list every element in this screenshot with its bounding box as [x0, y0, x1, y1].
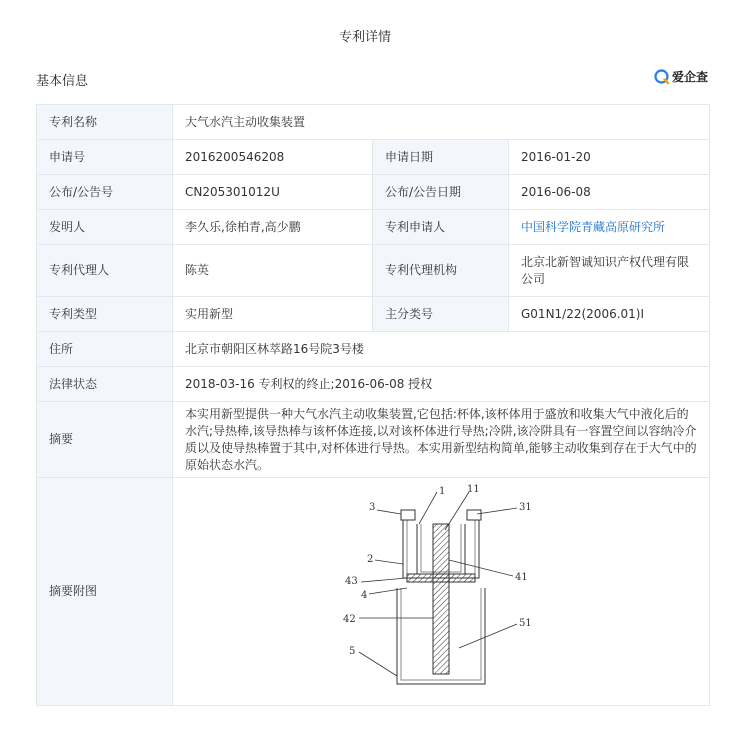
- app-no-value: 2016200546208: [173, 140, 373, 175]
- abstract-figure: [341, 484, 541, 694]
- section-title: 基本信息: [36, 74, 89, 89]
- app-date-value: 2016-01-20: [509, 140, 710, 175]
- figure-label-5: 5: [349, 646, 356, 657]
- agent-label: 专利代理人: [37, 245, 173, 297]
- applicant-link[interactable]: 中国科学院青藏高原研究所: [509, 210, 710, 245]
- page-title: 专利详情: [338, 30, 391, 45]
- legal-value: 2018-03-16 专利权的终止;2016-06-08 授权: [173, 367, 710, 402]
- agency-label: 专利代理机构: [373, 245, 509, 297]
- figure-label-43: 43: [345, 576, 358, 587]
- brand-logo[interactable]: [654, 68, 708, 85]
- type-value: 实用新型: [173, 297, 373, 332]
- address-value: 北京市朝阳区林萃路16号院3号楼: [173, 332, 710, 367]
- name-value: 大气水汽主动收集装置: [173, 105, 710, 140]
- abstract-label: 摘要: [37, 402, 173, 478]
- abstract-value: 本实用新型提供一种大气水汽主动收集装置,它包括:杯体,该杯体用于盛放和收集大气中液化后的水汽;导热棒,该导热棒与该杯体连接,以对该杯体进行导热;冷阱,该冷阱具有一容置空间以容纳冷介质以及使导热棒置于其中,对杯体进行导热。本实用新型结构简单,能够主动收集到存在于大气中的原始状态水汽。: [173, 402, 710, 478]
- figure-label-2: 2: [367, 554, 374, 565]
- figure-label-11: 11: [467, 484, 480, 495]
- inventor-value: 李久乐,徐柏青,高少鹏: [173, 210, 373, 245]
- table-row: [37, 245, 710, 297]
- lid-right: [467, 510, 481, 520]
- class-value: G01N1/22(2006.01)I: [509, 297, 710, 332]
- name-label: 专利名称: [37, 105, 173, 140]
- inventor-label: 发明人: [37, 210, 173, 245]
- table-row: [37, 105, 710, 140]
- table-row: [37, 140, 710, 175]
- heat-rod-bottom: [433, 582, 449, 674]
- table-row: [37, 332, 710, 367]
- lid-left: [401, 510, 415, 520]
- figure-label-3: 3: [369, 502, 376, 513]
- search-q-icon: [654, 69, 670, 85]
- table-row: [37, 402, 710, 478]
- app-date-label: 申请日期: [373, 140, 509, 175]
- agent-value: 陈英: [173, 245, 373, 297]
- figure-label-31: 31: [519, 502, 532, 513]
- table-row: [37, 210, 710, 245]
- figure-label: 摘要附图: [37, 478, 173, 706]
- type-label: 专利类型: [37, 297, 173, 332]
- agency-value: 北京北新智诚知识产权代理有限公司: [509, 245, 710, 297]
- figure-label-51: 51: [519, 618, 532, 629]
- app-no-label: 申请号: [37, 140, 173, 175]
- table-row: [37, 175, 710, 210]
- pub-date-label: 公布/公告日期: [373, 175, 509, 210]
- legal-label: 法律状态: [37, 367, 173, 402]
- figure-label-1: 1: [439, 486, 446, 497]
- pub-no-value: CN205301012U: [173, 175, 373, 210]
- pub-no-label: 公布/公告号: [37, 175, 173, 210]
- table-row: [37, 478, 710, 706]
- patent-info-table: [36, 104, 710, 706]
- address-label: 住所: [37, 332, 173, 367]
- class-label: 主分类号: [373, 297, 509, 332]
- table-row: [37, 367, 710, 402]
- figure-label-42: 42: [343, 614, 356, 625]
- pub-date-value: 2016-06-08: [509, 175, 710, 210]
- table-row: [37, 297, 710, 332]
- figure-label-41: 41: [515, 572, 528, 583]
- figure-label-4: 4: [361, 590, 368, 601]
- heat-rod-top: [433, 524, 449, 582]
- applicant-label: 专利申请人: [373, 210, 509, 245]
- brand-name: 爱企查: [671, 70, 708, 84]
- abstract-figure-cell: [173, 478, 710, 706]
